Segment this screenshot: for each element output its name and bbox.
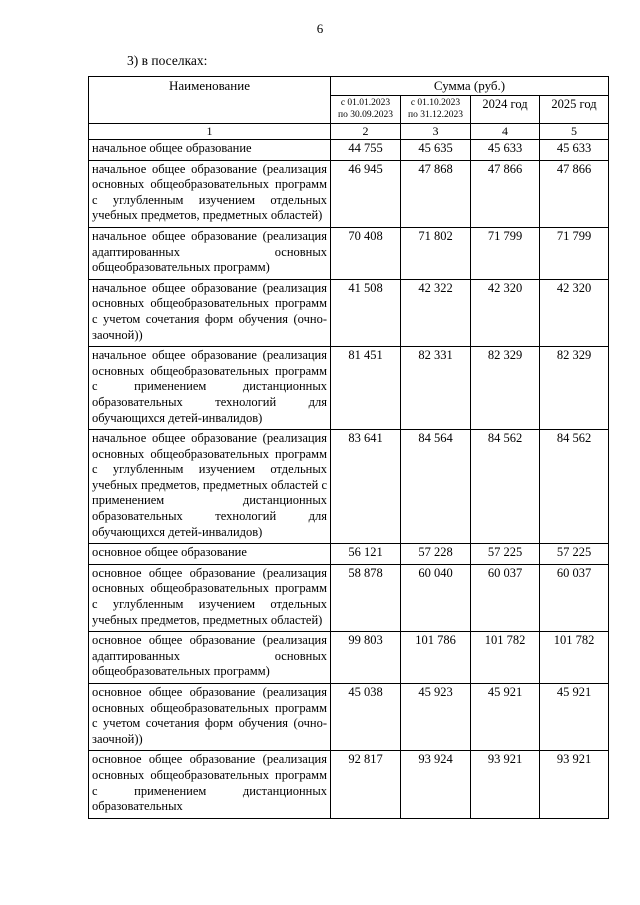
row-value-cell: 47 868 — [401, 160, 471, 227]
year-2025-header: 2025 год — [540, 96, 609, 124]
row-value-cell: 60 037 — [471, 564, 540, 631]
period1-header — [331, 96, 401, 124]
column-number: 1 — [89, 124, 331, 140]
table-row — [89, 632, 609, 684]
header-row-groups — [89, 77, 609, 96]
column-number: 2 — [331, 124, 401, 140]
row-name-cell: начальное общее образование (реализация адаптированных основных общеобразовательных программ) — [89, 227, 331, 279]
row-value-cell: 101 782 — [471, 632, 540, 684]
row-value-cell: 45 923 — [401, 684, 471, 751]
period2-header — [401, 96, 471, 124]
row-name-cell: основное общее образование (реализация основных общеобразовательных программ с учетом сочетания форм обучения (очно-заочной)) — [89, 684, 331, 751]
row-value-cell: 84 564 — [401, 430, 471, 544]
header-row-numbers — [89, 124, 609, 140]
row-value-cell: 83 641 — [331, 430, 401, 544]
row-name-cell: основное общее образование (реализация основных общеобразовательных программ с углубленным изучением отдельных учебных предметов, предметных областей) — [89, 564, 331, 631]
table-row — [89, 430, 609, 544]
period1-line1: с 01.01.2023 — [340, 98, 391, 108]
row-value-cell: 93 921 — [540, 751, 609, 818]
row-value-cell: 92 817 — [331, 751, 401, 818]
budget-table — [88, 76, 609, 819]
row-value-cell: 58 878 — [331, 564, 401, 631]
table-header — [89, 77, 609, 140]
row-value-cell: 81 451 — [331, 347, 401, 430]
period1-line2: по 30.09.2023 — [338, 109, 393, 120]
table-row — [89, 160, 609, 227]
row-name-cell: начальное общее образование — [89, 140, 331, 161]
row-value-cell: 45 038 — [331, 684, 401, 751]
row-value-cell: 57 225 — [540, 544, 609, 565]
row-value-cell: 101 782 — [540, 632, 609, 684]
row-value-cell: 84 562 — [471, 430, 540, 544]
row-value-cell: 82 329 — [471, 347, 540, 430]
row-value-cell: 45 633 — [540, 140, 609, 161]
row-name-cell: начальное общее образование (реализация основных общеобразовательных программ с углубленным изучением отдельных учебных предметов, предметных областей) — [89, 160, 331, 227]
table-body — [89, 140, 609, 819]
table-row — [89, 564, 609, 631]
row-value-cell: 71 802 — [401, 227, 471, 279]
table-row — [89, 227, 609, 279]
row-value-cell: 45 921 — [471, 684, 540, 751]
row-value-cell: 101 786 — [401, 632, 471, 684]
table-row — [89, 140, 609, 161]
row-value-cell: 46 945 — [331, 160, 401, 227]
row-value-cell: 42 320 — [540, 279, 609, 346]
row-value-cell: 44 755 — [331, 140, 401, 161]
period2-line2: по 31.12.2023 — [408, 109, 463, 120]
period2-line1: с 01.10.2023 — [410, 98, 461, 108]
row-name-cell: основное общее образование — [89, 544, 331, 565]
row-value-cell: 57 228 — [401, 544, 471, 565]
row-value-cell: 71 799 — [540, 227, 609, 279]
table-row — [89, 279, 609, 346]
year-2024-header: 2024 год — [471, 96, 540, 124]
row-value-cell: 93 924 — [401, 751, 471, 818]
column-number: 5 — [540, 124, 609, 140]
row-name-cell: основное общее образование (реализация адаптированных основных общеобразовательных программ) — [89, 632, 331, 684]
row-value-cell: 99 803 — [331, 632, 401, 684]
row-value-cell: 60 037 — [540, 564, 609, 631]
name-column-header: Наименование — [89, 77, 331, 124]
table-row — [89, 544, 609, 565]
page-number: 6 — [316, 21, 324, 36]
intro-text: 3) в поселках: — [127, 53, 208, 68]
row-name-cell: начальное общее образование (реализация основных общеобразовательных программ с углубленным изучением отдельных учебных предметов, предметных областей с применением дистанционных образовательных технологий для обучающихся детей-инвалидов) — [89, 430, 331, 544]
row-value-cell: 56 121 — [331, 544, 401, 565]
row-value-cell: 93 921 — [471, 751, 540, 818]
row-value-cell: 42 320 — [471, 279, 540, 346]
row-value-cell: 71 799 — [471, 227, 540, 279]
row-value-cell: 47 866 — [540, 160, 609, 227]
row-value-cell: 42 322 — [401, 279, 471, 346]
row-value-cell: 45 633 — [471, 140, 540, 161]
table-row — [89, 751, 609, 818]
row-value-cell: 47 866 — [471, 160, 540, 227]
table-row — [89, 347, 609, 430]
row-value-cell: 45 921 — [540, 684, 609, 751]
row-value-cell: 45 635 — [401, 140, 471, 161]
row-value-cell: 84 562 — [540, 430, 609, 544]
row-value-cell: 70 408 — [331, 227, 401, 279]
row-value-cell: 41 508 — [331, 279, 401, 346]
column-number: 4 — [471, 124, 540, 140]
row-value-cell: 82 329 — [540, 347, 609, 430]
table-row — [89, 684, 609, 751]
row-value-cell: 57 225 — [471, 544, 540, 565]
row-name-cell: начальное общее образование (реализация основных общеобразовательных программ с применением дистанционных образовательных технологий для обучающихся детей-инвалидов) — [89, 347, 331, 430]
sum-group-header: Сумма (руб.) — [331, 77, 609, 96]
row-name-cell: начальное общее образование (реализация основных общеобразовательных программ с учетом сочетания форм обучения (очно-заочной)) — [89, 279, 331, 346]
row-value-cell: 60 040 — [401, 564, 471, 631]
row-name-cell: основное общее образование (реализация основных общеобразовательных программ с применением дистанционных образовательных — [89, 751, 331, 818]
column-number: 3 — [401, 124, 471, 140]
row-value-cell: 82 331 — [401, 347, 471, 430]
